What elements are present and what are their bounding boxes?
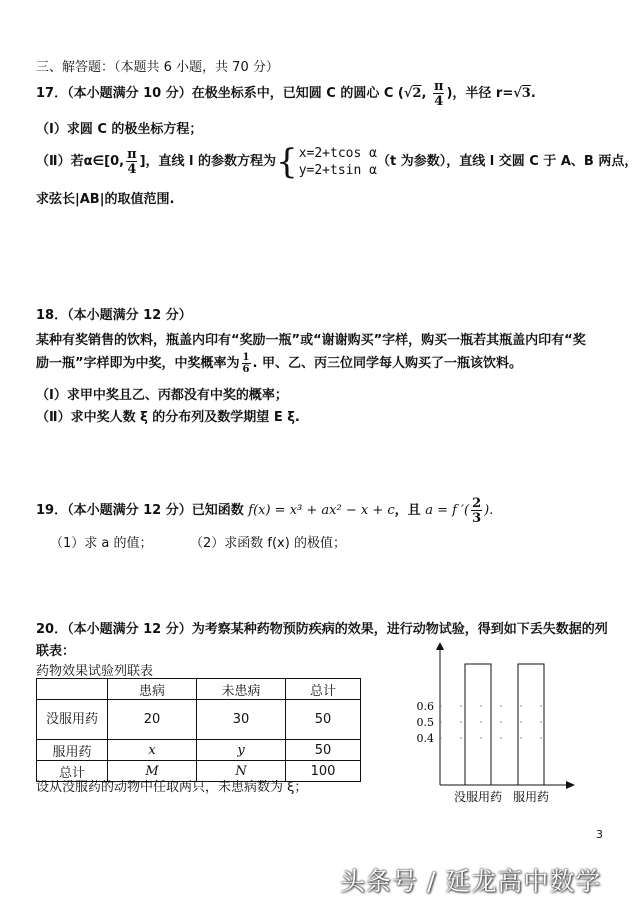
y-tick-label: 0.4	[416, 732, 434, 745]
table-header-cell: 患病	[108, 679, 197, 700]
two-thirds: $\frac{2}{3}$	[472, 495, 482, 526]
y-tick-label: 0.6	[416, 700, 434, 713]
y-tick-label: 0.5	[416, 716, 434, 729]
sqrt2-value: 2	[412, 86, 422, 101]
table-cell: N	[197, 761, 286, 782]
q19-part1: （1）求 a 的值；	[50, 536, 153, 551]
q18-line1: 某种有奖销售的饮料，瓶盖内印有“奖励一瓶”或“谢谢购买”字样，购买一瓶若其瓶盖内印有“奖	[36, 333, 586, 348]
table-cell: y	[197, 740, 286, 761]
y-axis-arrow-icon	[436, 642, 444, 650]
table-cell: x	[108, 740, 197, 761]
x-axis-arrow-icon	[566, 781, 575, 789]
pi-over-4-range: $\frac{\pi}{4}$	[127, 146, 137, 177]
x-tick-label: 没服用药	[453, 790, 503, 804]
section-header: 三、解答题：（本题共 6 小题，共 70 分）	[36, 60, 279, 75]
table-cell: 50	[286, 700, 361, 740]
q19-part2: （2）求函数 f(x) 的极值；	[190, 536, 346, 551]
bar	[518, 664, 544, 785]
q20-line2: 联表：	[36, 644, 76, 659]
q18-part2: （Ⅱ）求中奖人数 ξ 的分布列及数学期望 E ξ.	[36, 410, 300, 425]
table-cell: 30	[197, 700, 286, 740]
brace-icon: {	[276, 141, 298, 182]
q17-part1: （Ⅰ）求圆 C 的极坐标方程；	[36, 122, 203, 137]
one-sixth: $\frac{1}{6}$	[242, 351, 250, 375]
table-header-cell: 总计	[286, 679, 361, 700]
pi-over-4: $\frac{\pi}{4}$	[433, 78, 444, 109]
table-header-cell: 未患病	[197, 679, 286, 700]
sqrt3-value: 3	[521, 86, 531, 101]
q17-line1: 17．（本小题满分 10 分）在极坐标系中，已知圆 C 的圆心 C (√2, $\frac{\pi}{4}$ )，半径 r=√3.	[36, 78, 536, 109]
q20-last-line: 设从没服药的动物中任取两只，未患病数为 ξ；	[36, 780, 308, 795]
table-row	[37, 740, 361, 761]
q18-part1: （Ⅰ）求甲中奖且乙、丙都没有中奖的概率；	[36, 388, 288, 403]
table-cell: 没服用药	[37, 700, 108, 740]
table-title: 药物效果试验列联表	[36, 664, 154, 679]
table-cell: M	[108, 761, 197, 782]
q18-line2: 励一瓶”字样即为中奖，中奖概率为 $\frac{1}{6}$ . 甲、乙、丙三位同学每人购买了一瓶该饮料。	[36, 351, 522, 375]
parametric-system: x=2+tcos α y=2+tsin α	[298, 145, 377, 178]
table-cell: 服用药	[37, 740, 108, 761]
table-cell: 总计	[37, 761, 108, 782]
x-tick-label: 服用药	[512, 790, 550, 804]
table-cell: 20	[108, 700, 197, 740]
bar	[465, 664, 491, 785]
q17-part2: （Ⅱ）若α∈[0, $\frac{\pi}{4}$ ]，直线 l 的参数方程为{ x=2+tcos α y=2+tsin α （t 为参数），直线 l 交圆 C 于 A、B 两点，	[36, 141, 638, 182]
contingency-table	[36, 678, 361, 782]
table-header-row	[37, 679, 361, 700]
table-header-cell	[37, 679, 108, 700]
bar-chart	[410, 640, 590, 810]
q19-line1: 19．（本小题满分 12 分）已知函数 f(x) = x³ + ax² − x + c，且 a = f ′( $\frac{2}{3}$ ).	[36, 495, 494, 526]
page-number: 3	[596, 828, 603, 841]
function-expr: f(x) = x³ + ax² − x + c	[248, 503, 395, 518]
table-cell: 50	[286, 740, 361, 761]
q17-part2-line2: 求弦长|AB|的取值范围.	[36, 192, 175, 207]
watermark: 头条号 / 延龙高中数学	[340, 867, 602, 896]
q20-line1: 20．（本小题满分 12 分）为考察某种药物预防疾病的效果，进行动物试验，得到如下丢失数据的列	[36, 622, 608, 637]
q18-title: 18．（本小题满分 12 分）	[36, 308, 192, 323]
table-row	[37, 700, 361, 740]
table-cell: 100	[286, 761, 361, 782]
